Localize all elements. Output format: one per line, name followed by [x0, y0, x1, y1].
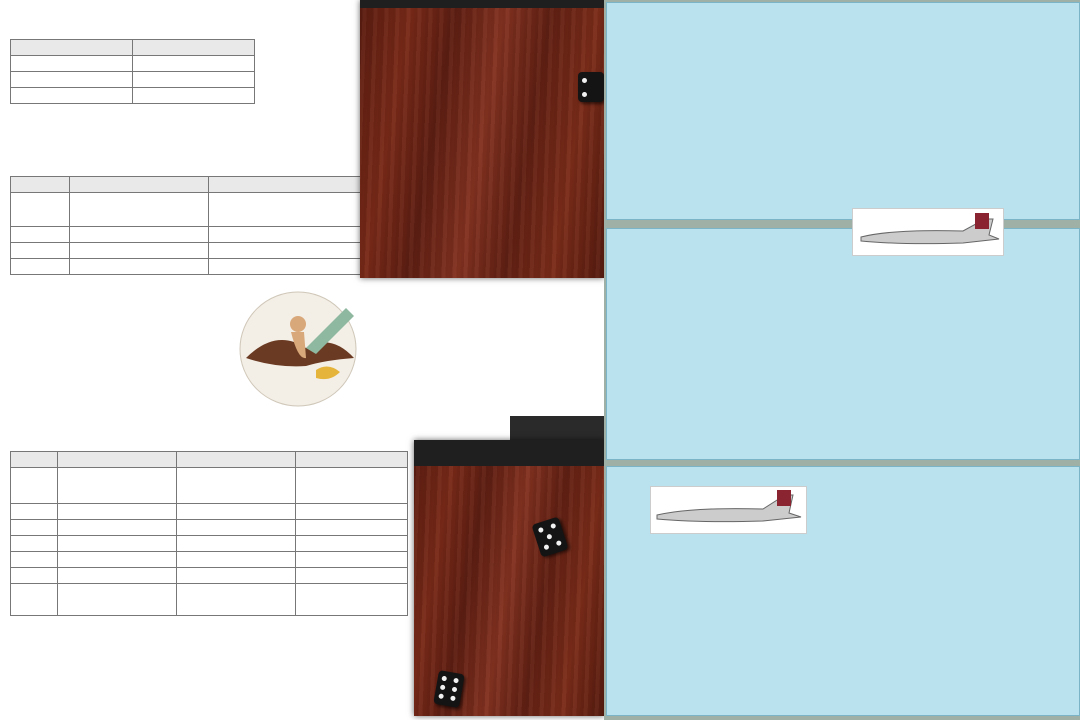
table-row	[11, 259, 370, 275]
table-2-10b-partial	[10, 176, 370, 275]
table-row	[11, 193, 370, 227]
die-icon[interactable]	[578, 72, 604, 102]
table-header	[133, 40, 255, 56]
table-row	[11, 468, 408, 504]
dice-window-bottom[interactable]	[414, 440, 604, 716]
top-view-formation	[607, 3, 1079, 219]
table-row	[11, 88, 255, 104]
bomber-image-icon	[853, 209, 1003, 255]
table-row	[11, 536, 408, 552]
b17-photo-top	[852, 208, 1004, 256]
die-icon[interactable]	[433, 670, 465, 708]
b17-photo-side	[650, 486, 807, 534]
front-view-panel	[606, 228, 1080, 460]
table-row	[11, 504, 408, 520]
table-row	[11, 56, 255, 72]
die-icon[interactable]	[531, 517, 568, 558]
dice-window-top[interactable]	[360, 0, 604, 278]
table-header	[11, 40, 133, 56]
table-row	[11, 72, 255, 88]
dice-window-titlebar[interactable]	[414, 440, 604, 466]
table-row	[11, 552, 408, 568]
table-row	[11, 520, 408, 536]
squadron-emblem-icon	[236, 288, 360, 410]
front-view-formation	[607, 229, 1079, 459]
table-row	[11, 568, 408, 584]
table-2-10a	[10, 39, 255, 104]
bomber-image-icon	[651, 487, 806, 533]
table-row	[11, 243, 370, 259]
table-2-10b	[10, 451, 408, 616]
table-row	[11, 227, 370, 243]
top-view-panel	[606, 2, 1080, 220]
table-row	[11, 584, 408, 616]
dice-window-titlebar[interactable]	[360, 0, 604, 8]
